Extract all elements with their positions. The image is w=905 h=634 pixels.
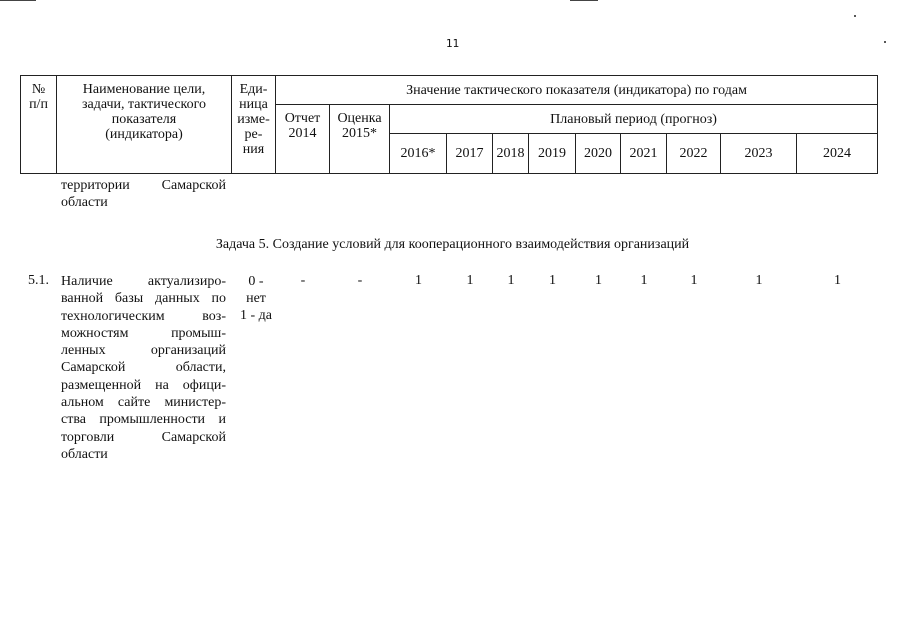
header-name-line: Наименование цели, [82,82,206,97]
row-number: 5.1. [28,273,49,288]
row-name-line: ванной базы данных по [61,291,226,307]
header-estimate [330,105,390,174]
row-year-value: 1 [640,273,648,288]
row-year-value: 1 [466,273,474,288]
header-unit [232,76,276,174]
header-values-title: Значение тактического показателя (индикатора) по годам [276,76,878,105]
row-unit-line: 1 - да [240,308,272,323]
header-unit-line: изме- [237,112,270,127]
scan-edge-line-left [0,0,36,1]
header-name-line: показателя [111,112,177,127]
scan-speck [854,15,856,17]
header-year: 2019 [529,134,576,174]
header-year: 2022 [667,134,721,174]
row-name-line: области [61,446,108,462]
row-name-line: ленных организаций [61,343,226,359]
row-year-value: 1 [690,273,698,288]
header-name-line: задачи, тактического [81,97,207,112]
header-year: 2020 [576,134,621,174]
header-year: 2017 [447,134,493,174]
row-year-value: 1 [595,273,602,288]
row-unit-line: 0 - [248,274,264,289]
scan-edge-line-center [570,0,598,1]
row-year-value: 1 [415,273,422,288]
row-year-value: 1 [549,273,556,288]
row-indicator-name [61,273,226,463]
header-num [21,76,57,174]
row-name-line: размещенной на офици- [61,377,226,393]
header-report [276,105,330,174]
row-year-value: 1 [834,273,841,288]
task-heading: Задача 5. Создание условий для кооперационного взаимодействия организаций [215,237,690,252]
header-name [57,76,232,174]
header-report-text: Отчет 2014 [284,111,321,141]
continued-indicator-text [61,177,226,211]
header-estimate-text: Оценка 2015* [337,111,382,141]
row-name-line: Самарской области, [61,360,226,376]
header-unit-line: ре- [244,127,263,142]
header-unit-line: ния [242,142,265,157]
row-year-value: 1 [507,273,515,288]
page-number: 11 [445,37,460,50]
header-unit-line: ница [239,97,268,112]
row-name-line: технологическим воз- [61,308,226,324]
header-planned-title: Плановый период (прогноз) [390,105,878,134]
continued-line: территории Самарской [61,178,226,193]
row-name-line: торговли Самарской [61,429,226,445]
header-name-line: (индикатора) [105,127,183,142]
header-year: 2016* [390,134,447,174]
row-unit [236,273,276,324]
row-name-line: ства промышленности и [61,412,226,428]
header-unit-line: Еди- [239,82,268,97]
row-report-value: - [300,273,306,288]
header-year: 2024 [797,134,878,174]
continued-line: области [61,195,108,210]
indicator-table-header [20,75,878,174]
row-estimate-value: - [357,273,363,288]
header-year: 2021 [621,134,667,174]
row-name-line: можностям промыш- [61,325,226,341]
row-name-line: альном сайте министер- [61,395,226,411]
header-year: 2018 [493,134,529,174]
row-name-line: Наличие актуализиро- [61,274,226,289]
header-year: 2023 [721,134,797,174]
row-year-value: 1 [755,273,763,288]
row-unit-line: нет [246,291,266,306]
header-num-text: № п/п [29,82,48,112]
